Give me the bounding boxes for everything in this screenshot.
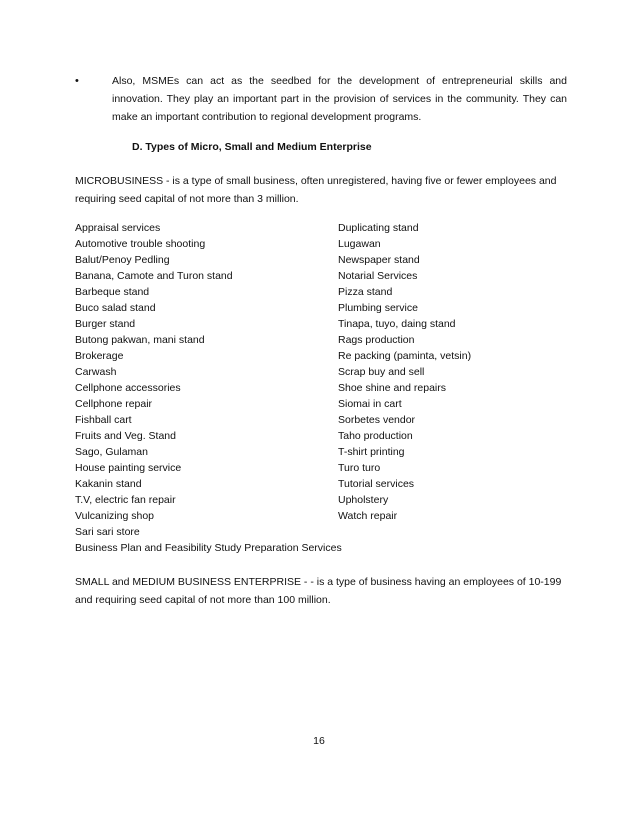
list-item: Banana, Camote and Turon stand xyxy=(75,270,233,282)
microbusiness-list-left xyxy=(75,220,342,556)
list-item: Watch repair xyxy=(338,510,398,522)
list-item: Notarial Services xyxy=(338,270,418,282)
list-item: Taho production xyxy=(338,430,413,442)
list-item: Appraisal services xyxy=(75,222,161,234)
list-item: Carwash xyxy=(75,366,117,378)
sme-paragraph: SMALL and MEDIUM BUSINESS ENTERPRISE - - is a type of business having an employees of 10-199 and requiring seed capital of not more than 100 million. xyxy=(75,576,562,606)
bullet-item xyxy=(75,72,567,126)
list-item: Sago, Gulaman xyxy=(75,446,148,458)
list-item: Fishball cart xyxy=(75,414,132,426)
list-item: Re packing (paminta, vetsin) xyxy=(338,350,472,362)
list-item: Automotive trouble shooting xyxy=(75,238,206,250)
list-item: Burger stand xyxy=(75,318,136,330)
list-item: Tutorial services xyxy=(338,478,415,490)
list-item: Buco salad stand xyxy=(75,302,156,314)
list-item: Plumbing service xyxy=(338,302,418,314)
list-item: House painting service xyxy=(75,462,182,474)
page-number: 16 xyxy=(313,735,325,747)
list-item: Fruits and Veg. Stand xyxy=(75,430,176,442)
list-item: Scrap buy and sell xyxy=(338,366,425,378)
bullet-marker: • xyxy=(75,75,79,87)
list-item: Vulcanizing shop xyxy=(75,510,154,522)
list-item: Sari sari store xyxy=(75,526,140,538)
list-item: Lugawan xyxy=(338,238,381,250)
list-item: Shoe shine and repairs xyxy=(338,382,446,394)
list-item: Newspaper stand xyxy=(338,254,420,266)
list-item: Cellphone repair xyxy=(75,398,153,410)
list-item: T.V, electric fan repair xyxy=(75,494,176,506)
list-item: T-shirt printing xyxy=(338,446,405,458)
list-item: Pizza stand xyxy=(338,286,393,298)
list-item: Siomai in cart xyxy=(338,398,402,410)
list-item: Barbeque stand xyxy=(75,286,150,298)
list-item: Balut/Penoy Pedling xyxy=(75,254,170,266)
bullet-text: Also, MSMEs can act as the seedbed for the development of entrepreneurial skills and innovation. They play an important part in the provision of services in the community. They can make an important contribution to regional development programs. xyxy=(112,75,567,123)
list-item: Business Plan and Feasibility Study Preparation Services xyxy=(75,542,342,554)
list-item: Cellphone accessories xyxy=(75,382,181,394)
list-item: Kakanin stand xyxy=(75,478,142,490)
section-heading: D. Types of Micro, Small and Medium Enterprise xyxy=(132,141,372,153)
list-item: Upholstery xyxy=(338,494,389,506)
list-item: Butong pakwan, mani stand xyxy=(75,334,205,346)
list-item: Tinapa, tuyo, daing stand xyxy=(338,318,456,330)
microbusiness-list-right xyxy=(338,220,471,524)
list-item: Brokerage xyxy=(75,350,124,362)
microbusiness-paragraph: MICROBUSINESS - is a type of small business, often unregistered, having five or fewer employees and requiring seed capital of not more than 3 million. xyxy=(75,175,557,205)
list-item: Turo turo xyxy=(338,462,381,474)
list-item: Rags production xyxy=(338,334,415,346)
list-item: Sorbetes vendor xyxy=(338,414,416,426)
list-item: Duplicating stand xyxy=(338,222,419,234)
